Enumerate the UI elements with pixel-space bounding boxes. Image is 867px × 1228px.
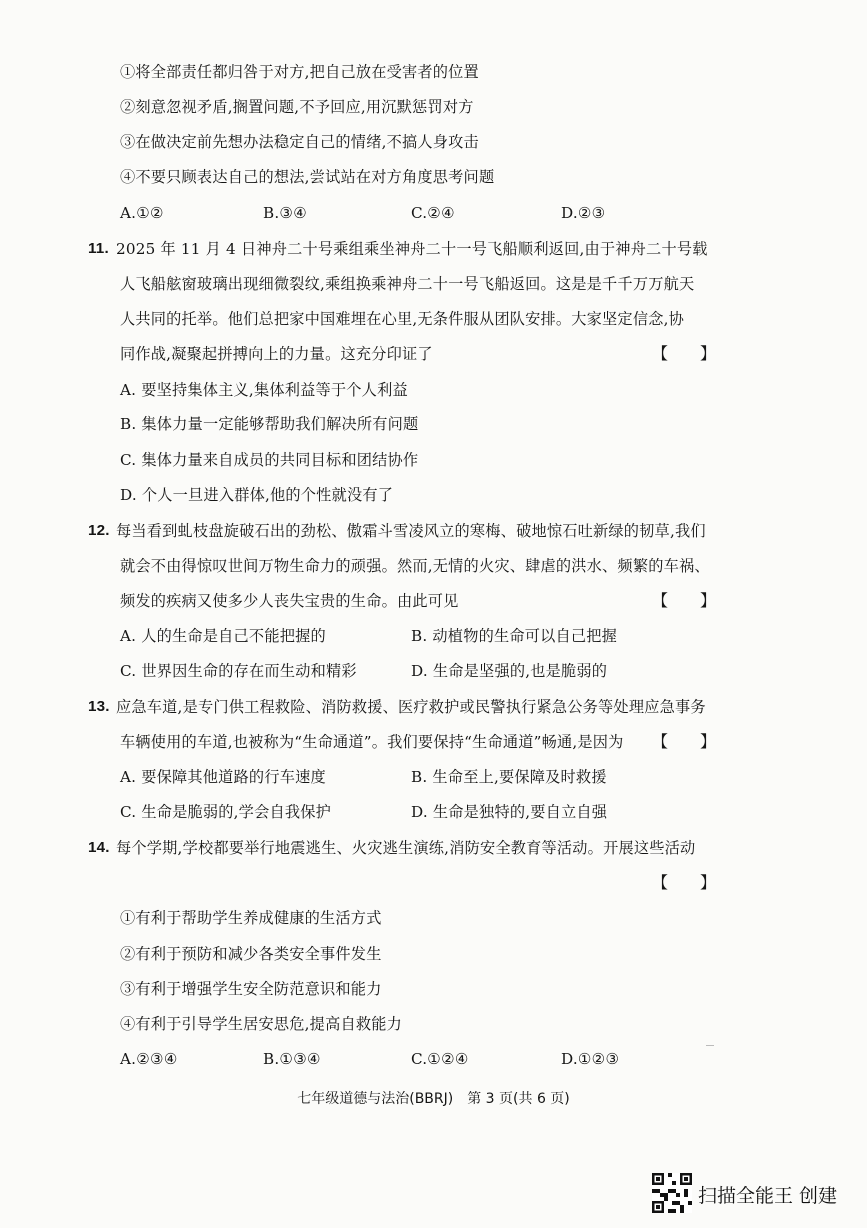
q11-stem-line-1: 2025 年 11 月 4 日神舟二十号乘组乘坐神舟二十一号飞船顺利返回,由于神舟二十号载 — [116, 240, 708, 258]
q14-stem-line-1: 每个学期,学校都要举行地震逃生、火灾逃生演练,消防安全教育等活动。开展这些活动 — [116, 839, 696, 857]
q13-stem-line-2: 车辆使用的车道,也被称为“生命通道”。我们要保持“生命通道”畅通,是因为 — [120, 733, 624, 751]
q12-choice-d: D. 生命是坚强的,也是脆弱的 — [411, 662, 608, 680]
q14-choice-d: D.①②③ — [561, 1050, 620, 1068]
q10-option-4: ④不要只顾表达自己的想法,尝试站在对方角度思考问题 — [120, 168, 495, 186]
q14-number: 14. — [88, 839, 110, 856]
q10-option-3: ③在做决定前先想办法稳定自己的情绪,不搞人身攻击 — [120, 133, 479, 151]
q14-choice-a: A.②③④ — [120, 1050, 178, 1068]
q10-choice-a: A.①② — [120, 204, 164, 222]
q11-choice-c: C. 集体力量来自成员的共同目标和团结协作 — [120, 451, 419, 469]
q12-choice-c: C. 世界因生命的存在而生动和精彩 — [120, 662, 357, 680]
q11-choice-b: B. 集体力量一定能够帮助我们解决所有问题 — [120, 415, 419, 433]
q10-choice-c: C.②④ — [411, 204, 455, 222]
q13-choice-d: D. 生命是独特的,要自立自强 — [411, 803, 608, 821]
scanner-watermark — [652, 1173, 862, 1217]
q11-answer-bracket: 【 】 — [652, 344, 717, 363]
q10-choice-b: B.③④ — [263, 204, 308, 222]
q10-option-2: ②刻意忽视矛盾,搁置问题,不予回应,用沉默惩罚对方 — [120, 98, 474, 116]
q13-stem-line-1: 应急车道,是专门供工程救险、消防救援、医疗救护或民警执行紧急公务等处理应急事务 — [116, 698, 706, 716]
q10-option-1: ①将全部责任都归咎于对方,把自己放在受害者的位置 — [120, 63, 479, 81]
q14-choice-b: B.①③④ — [263, 1050, 321, 1068]
q13-choice-b: B. 生命至上,要保障及时救援 — [411, 768, 607, 786]
q12-stem-line-1: 每当看到虬枝盘旋破石出的劲松、傲霜斗雪凌风立的寒梅、破地惊石吐新绿的韧草,我们 — [116, 522, 706, 540]
q14-option-3: ③有利于增强学生安全防范意识和能力 — [120, 980, 382, 998]
q14-option-4: ④有利于引导学生居安思危,提高自救能力 — [120, 1015, 403, 1033]
q12-stem-line-3: 频发的疾病又使多少人丧失宝贵的生命。由此可见 — [120, 592, 459, 610]
q12-stem-line-2: 就会不由得惊叹世间万物生命力的顽强。然而,无情的火灾、肆虐的洪水、频繁的车祸、 — [120, 557, 710, 575]
q12-choice-a: A. 人的生命是自己不能把握的 — [120, 627, 326, 645]
q14-option-1: ①有利于帮助学生养成健康的生活方式 — [120, 909, 382, 927]
q12-number: 12. — [88, 522, 110, 539]
q11-stem-line-4: 同作战,凝聚起拼搏向上的力量。这充分印证了 — [120, 345, 433, 363]
q10-choice-d: D.②③ — [561, 204, 606, 222]
q14-answer-bracket: 【 】 — [652, 873, 717, 892]
watermark-label: 扫描全能王 创建 — [698, 1185, 838, 1207]
q11-stem-line-2: 人飞船舷窗玻璃出现细微裂纹,乘组换乘神舟二十一号飞船返回。这是是千千万万航天 — [120, 275, 695, 293]
q11-stem-line-3: 人共同的托举。他们总把家中国难埋在心里,无条件服从团队安排。大家坚定信念,协 — [120, 310, 685, 328]
scan-mark — [706, 1045, 714, 1046]
q13-answer-bracket: 【 】 — [652, 732, 717, 751]
q11-number: 11. — [88, 240, 109, 257]
q13-number: 13. — [88, 698, 110, 715]
q13-choice-c: C. 生命是脆弱的,学会自我保护 — [120, 803, 332, 821]
q14-option-2: ②有利于预防和减少各类安全事件发生 — [120, 945, 382, 963]
q12-answer-bracket: 【 】 — [652, 591, 717, 610]
q13-choice-a: A. 要保障其他道路的行车速度 — [120, 768, 326, 786]
page-footer: 七年级道德与法治(BBRJ) 第 3 页(共 6 页) — [297, 1091, 570, 1107]
q11-choice-a: A. 要坚持集体主义,集体利益等于个人利益 — [120, 381, 408, 399]
q12-choice-b: B. 动植物的生命可以自己把握 — [411, 627, 618, 645]
q11-choice-d: D. 个人一旦进入群体,他的个性就没有了 — [120, 486, 394, 504]
q14-choice-c: C.①②④ — [411, 1050, 469, 1068]
qr-code-icon — [652, 1173, 692, 1213]
